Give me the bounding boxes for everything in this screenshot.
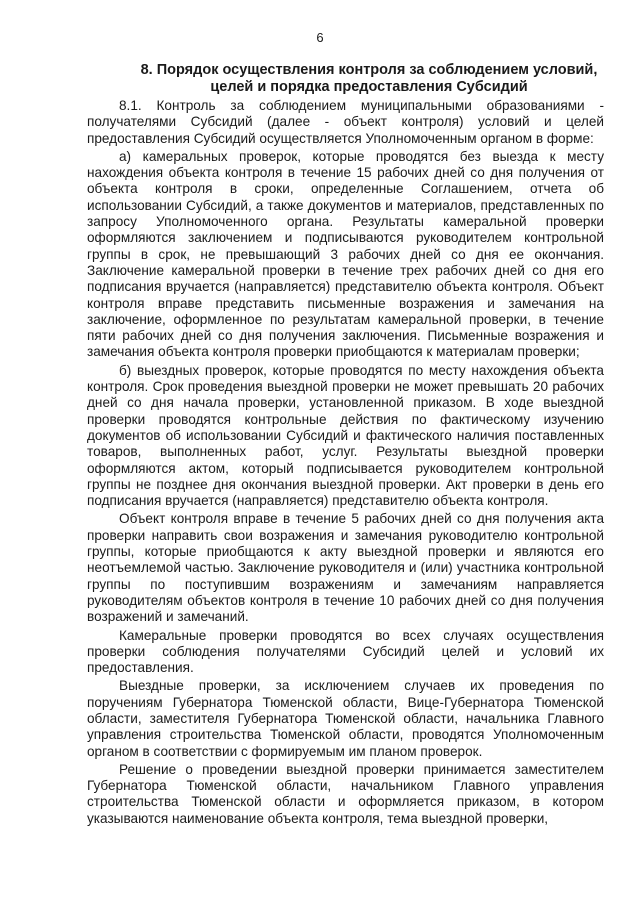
section-heading-line-2: целей и порядка предоставления Субсидий [210,79,528,95]
paragraph-objections: Объект контроля вправе в течение 5 рабочих дней со дня получения акта проверки направить свои возражения и замечания руководителю контрольной группы, которые приобщаются к акту выездной проверки и являются его неотъемлемой частью. Заключение руководителя и (или) участника контрольной группы по поступившим возражениям и замечаниям направляется руководителям объектов контроля в течение 10 рабочих дней со дня получения возражений и замечаний. [87,511,604,625]
paragraph-field-audit-decision: Решение о проведении выездной проверки принимается заместителем Губернатора Тюменской области, начальником Главного управления строительства Тюменской области и оформляется приказом, в котором указываются наименование объекта контроля, тема выездной проверки, [87,761,604,826]
paragraph-8-1: 8.1. Контроль за соблюдением муниципальными образованиями - получателями Субсидий (далее - объект контроля) условий и целей предоставления Субсидий осуществляется Уполномоченным органом в форме: [87,98,604,146]
paragraph-desk-audit-cases: Камеральные проверки проводятся во всех случаях осуществления проверки соблюдения получателями Субсидий целей и условий их предоставления. [87,627,604,676]
paragraph-field-audits: б) выездных проверок, которые проводятся по месту нахождения объекта контроля. Срок проведения выездной проверки не может превышать 20 рабочих дней со дня начала проверки, установленной приказом. В ходе выездной проверки проводятся контрольные действия по фактическому изучению документов об использовании Субсидий и фактического наличия поставленных товаров, выполненных работ, услуг. Результаты выездной проверки оформляются актом, который подписывается руководителем контрольной группы не позднее дня окончания выездной проверки. Акт проверки в день его подписания вручается (направляется) представителю объекта контроля. [87,362,604,509]
paragraph-desk-audits: а) камеральных проверок, которые проводятся без выезда к месту нахождения объекта контроля в течение 15 рабочих дней со дня получения от объекта контроля в сроки, определенные Соглашением, отчета об использовании Субсидий, а также документов и материалов, представленных по запросу Уполномоченного органа. Результаты камеральной проверки оформляются заключением и подписываются руководителем контрольной группы в срок, не превышающий 3 рабочих дней со дня ее окончания. Заключение камеральной проверки в течение трех рабочих дней со дня его подписания вручается (направляется) представителю объекта контроля. Объект контроля вправе представить письменные возражения и замечания на заключение, оформленное по результатам камеральной проверки, в течение пяти рабочих дней со дня получения заключения. Письменные возражения и замечания объекта контроля проверки приобщаются к материалам проверки; [87,148,604,360]
section-heading [96,62,640,96]
document-body [87,98,604,829]
section-heading-line-1: 8. Порядок осуществления контроля за соблюдением условий, [140,62,598,78]
page-number: 6 [316,30,324,45]
paragraph-field-audit-plan: Выездные проверки, за исключением случаев их проведения по поручениям Губернатора Тюменской области, Вице-Губернатора Тюменской области, заместителя Губернатора Тюменской области, начальника Главного управления строительства Тюменской области, проводятся Уполномоченным органом в соответствии с формируемым им планом проверок. [87,678,604,759]
